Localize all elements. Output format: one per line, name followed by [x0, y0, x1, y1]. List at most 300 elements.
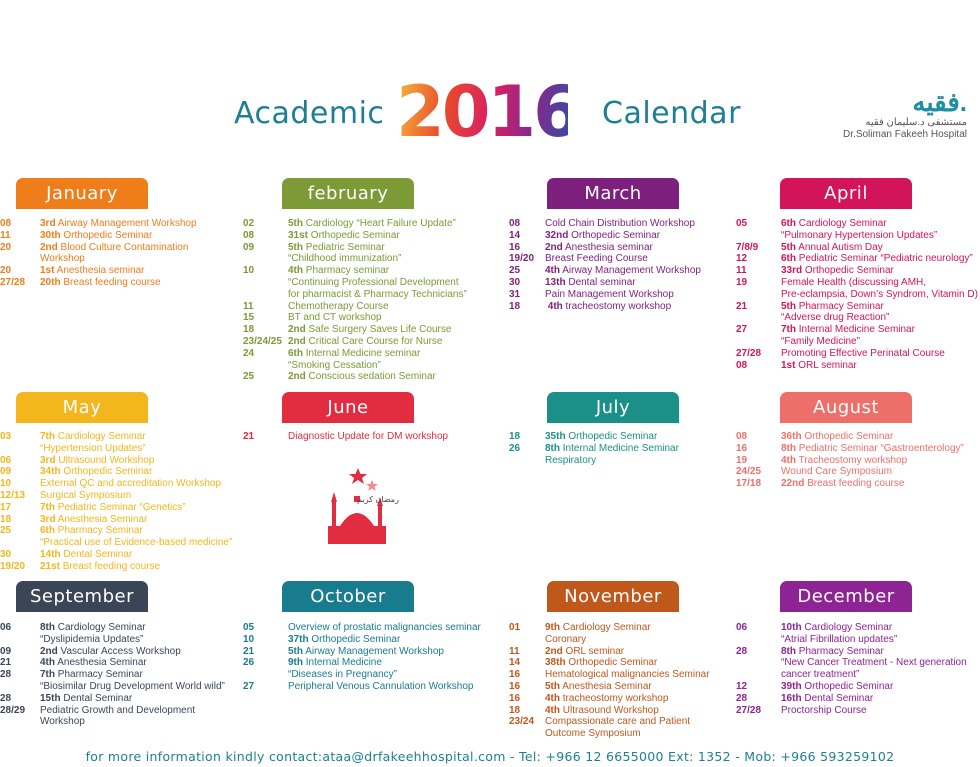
event-text: Pediatric Seminar: [303, 241, 385, 253]
event-date: 27/28: [736, 704, 762, 716]
event-text: Anesthesia seminar: [54, 265, 145, 277]
event-date: 19/20: [0, 560, 26, 572]
event-date: 09: [0, 466, 12, 478]
event-ordinal: 3rd: [40, 218, 56, 229]
event-date: 12: [736, 681, 748, 692]
event-ordinal: 36th: [781, 431, 802, 442]
event-ordinal: 22nd: [781, 478, 805, 490]
event-date: 16: [736, 442, 748, 454]
event-line: [0, 431, 146, 443]
event-line: [509, 301, 671, 313]
event-ordinal: 30th: [40, 229, 61, 241]
event-line: [509, 455, 596, 467]
event-date: 20: [0, 241, 12, 253]
event-line: [736, 443, 964, 455]
event-date: 12: [736, 253, 748, 265]
event-line: [736, 455, 907, 467]
month-tab-april: April: [780, 178, 912, 209]
event-text: Internal Medicine Seminar: [796, 324, 915, 336]
event-text: Cardiology Seminar: [796, 218, 887, 229]
event-date: 06: [0, 622, 12, 633]
event-ordinal: 38th: [545, 657, 566, 669]
event-date: 03: [0, 431, 12, 442]
month-tab-march: March: [547, 178, 679, 209]
event-line: [736, 277, 926, 289]
event-text: Dental Seminar: [801, 692, 874, 704]
event-ordinal: 2nd: [40, 241, 58, 253]
event-text: Female Health (discussing AMH,: [781, 277, 927, 288]
event-line: [243, 242, 385, 254]
event-date: 11: [243, 300, 254, 312]
event-date: 11: [736, 265, 747, 277]
event-ordinal: 2nd: [40, 645, 58, 657]
event-line: [509, 634, 586, 646]
event-ordinal: 4th: [545, 265, 560, 277]
event-text: tracheostomy workshop: [562, 300, 672, 312]
event-date: 25: [243, 371, 255, 383]
event-text: Pharmacy Seminar: [796, 645, 884, 657]
event-ordinal: 6th: [781, 218, 796, 229]
event-date: 10: [0, 478, 12, 490]
event-date: 27/28: [736, 347, 762, 359]
event-text: Breast feeding course: [60, 277, 161, 288]
event-date: 26: [509, 442, 521, 454]
event-date: 12/13: [0, 490, 26, 501]
event-line: [243, 634, 400, 646]
event-text: Airway Management Workshop: [303, 645, 444, 657]
event-text: Anesthesia Seminar: [55, 513, 148, 525]
event-text: Pharmacy Seminar: [796, 300, 884, 312]
event-line: [243, 371, 436, 383]
event-line: [736, 301, 884, 313]
event-ordinal: 10th: [781, 622, 802, 633]
event-line: [509, 728, 641, 740]
event-line: [0, 443, 146, 455]
event-text: ORL seminar: [795, 359, 857, 371]
event-line: [243, 324, 451, 336]
event-line: [0, 634, 143, 646]
event-date: 27: [736, 324, 748, 336]
event-line: [0, 646, 181, 658]
month-tab-may: May: [16, 392, 148, 423]
event-date: 21: [243, 431, 255, 442]
event-text: Annual Autism Day: [796, 241, 883, 253]
event-line: [509, 646, 624, 658]
event-text: Wound Care Symposium: [781, 466, 892, 478]
event-ordinal: 16th: [781, 692, 802, 704]
event-line: [509, 705, 659, 717]
month-tab-february: february: [282, 178, 414, 209]
event-ordinal: 21st: [40, 560, 61, 572]
event-line: [736, 646, 884, 658]
event-text: Cardiology Seminar: [560, 622, 651, 633]
event-line: [509, 265, 701, 277]
event-text: Orthopedic Seminar: [568, 229, 661, 241]
event-ordinal: 39th: [781, 681, 802, 692]
event-text: “New Cancer Treatment - Next generation: [781, 657, 967, 669]
event-ordinal: 5th: [288, 645, 303, 657]
month-tab-october: October: [282, 581, 414, 612]
event-text: Cardiology Seminar: [801, 622, 893, 633]
event-text: Cardiology Seminar: [55, 622, 146, 633]
event-text: “Dyslipidemia Updates”: [40, 633, 144, 645]
event-line: [736, 253, 973, 265]
event-line: [243, 277, 459, 289]
event-text: Orthopedic Seminar: [308, 633, 401, 645]
event-text: Pediatric Seminar “Gastroenterology”: [796, 442, 964, 454]
month-tab-july: July: [547, 392, 679, 423]
event-date: 19: [736, 454, 748, 466]
event-line: [0, 230, 152, 242]
event-line: [736, 693, 873, 705]
event-date: 17/18: [736, 478, 762, 490]
event-line: [736, 289, 978, 301]
event-text: Pediatric Growth and Development: [40, 704, 196, 716]
event-line: [243, 681, 474, 693]
event-ordinal: 4th: [545, 300, 563, 312]
event-line: [243, 336, 443, 348]
title-calendar: Calendar: [602, 96, 741, 131]
event-text: Pharmacy Seminar: [55, 669, 143, 681]
event-date: 21: [0, 657, 12, 669]
event-line: [0, 277, 161, 289]
event-text: Surgical Symposium: [40, 490, 132, 501]
event-date: 7/8/9: [736, 241, 759, 253]
event-ordinal: 5th: [545, 681, 560, 692]
event-date: 19/20: [509, 253, 535, 265]
event-text: “Adverse drug Reaction”: [781, 312, 890, 324]
event-text: “Smoking Cessation”: [288, 359, 381, 371]
event-ordinal: 2nd: [545, 645, 563, 657]
month-tab-june: June: [282, 392, 414, 423]
event-line: [0, 466, 152, 478]
event-ordinal: 31st: [288, 229, 309, 241]
event-date: 16: [509, 669, 521, 681]
logo-arabic-sub: مستشفى د.سليمان فقيه: [865, 117, 967, 128]
event-date: 05: [243, 622, 255, 633]
event-text: “Family Medicine”: [781, 336, 860, 347]
event-text: Pain Management Workshop: [545, 288, 674, 300]
event-date: 10: [243, 265, 255, 277]
event-date: 06: [0, 454, 12, 466]
event-date: 11: [509, 645, 520, 657]
event-text: Blood Culture Contamination: [57, 241, 189, 253]
event-line: [0, 537, 232, 549]
event-date: 23/24/25: [243, 336, 282, 347]
event-line: [0, 218, 197, 230]
event-text: Orthopedic Seminar: [565, 431, 658, 442]
event-date: 14: [509, 229, 521, 241]
event-ordinal: 6th: [781, 253, 796, 265]
ramadan-kareem-text: رمضان كريم: [357, 495, 399, 504]
event-line: [736, 681, 893, 693]
event-ordinal: 1st: [781, 359, 796, 371]
event-ordinal: 8th: [40, 622, 55, 633]
event-line: [736, 360, 857, 372]
event-text: Proctorship Course: [781, 704, 867, 716]
event-date: 27/28: [0, 277, 26, 288]
event-date: 25: [509, 265, 521, 277]
event-ordinal: 4th: [288, 265, 303, 277]
event-line: [243, 253, 401, 265]
event-date: 27: [243, 681, 255, 692]
event-text: “Biosimilar Drug Development World wild”: [40, 681, 225, 692]
event-text: Breast feeding course: [60, 560, 161, 572]
title-academic: Academic: [234, 96, 385, 131]
event-ordinal: 5th: [288, 218, 303, 229]
event-line: [509, 253, 648, 265]
event-text: Airway Management Workshop: [55, 218, 197, 229]
event-ordinal: 6th: [288, 347, 303, 359]
event-line: [509, 218, 695, 230]
event-date: 02: [243, 218, 255, 229]
event-date: 18: [509, 431, 521, 442]
event-text: “Diseases in Pregnancy”: [288, 669, 397, 681]
event-line: [0, 693, 132, 705]
event-ordinal: 7th: [40, 501, 55, 513]
event-ordinal: 33rd: [781, 265, 803, 277]
event-text: Cardiology Seminar: [55, 431, 146, 442]
event-line: [736, 705, 867, 717]
event-text: “Continuing Professional Development: [288, 277, 459, 288]
event-ordinal: 34th: [40, 466, 61, 478]
event-ordinal: 2nd: [545, 241, 563, 253]
event-line: [243, 657, 382, 669]
event-text: Airway Management Workshop: [560, 265, 701, 277]
event-text: Diagnostic Update for DM workshop: [288, 431, 449, 442]
event-text: Conscious sedation Seminar: [305, 371, 436, 383]
event-line: [736, 336, 860, 348]
event-ordinal: 2nd: [288, 371, 306, 383]
event-ordinal: 4th: [781, 454, 796, 466]
event-ordinal: 9th: [288, 657, 303, 669]
event-ordinal: 5th: [781, 241, 796, 253]
event-text: Compassionate care and Patient: [545, 716, 691, 728]
event-text: Coronary: [545, 633, 587, 645]
event-text: “Atrial Fibrillation updates”: [781, 633, 898, 645]
event-date: 15: [243, 312, 255, 324]
event-text: “Childhood immunization”: [288, 253, 402, 265]
event-line: [736, 669, 859, 681]
event-line: [509, 230, 660, 242]
event-line: [509, 277, 636, 289]
event-line: [0, 669, 143, 681]
event-date: 28/29: [0, 704, 26, 716]
event-line: [0, 478, 221, 490]
event-text: cancer treatment”: [781, 669, 860, 681]
event-text: Peripheral Venous Cannulation Workshop: [288, 681, 474, 692]
event-ordinal: 2nd: [288, 336, 306, 347]
event-ordinal: 6th: [40, 525, 55, 537]
event-text: Orthopedic Seminar: [308, 229, 400, 241]
event-date: 28: [736, 692, 748, 704]
event-text: Hematological malignancies Seminar: [545, 669, 710, 681]
event-text: Pediatric Seminar “Genetics”: [55, 501, 186, 513]
event-ordinal: 35th: [545, 431, 566, 442]
event-line: [243, 265, 389, 277]
event-date: 08: [243, 229, 255, 241]
event-date: 18: [0, 513, 12, 525]
event-line: [509, 669, 710, 681]
event-date: 11: [0, 229, 11, 241]
event-date: 30: [0, 549, 12, 560]
event-text: Workshop: [40, 253, 85, 265]
event-ordinal: 37th: [288, 633, 309, 645]
event-text: Breast feeding course: [804, 478, 905, 490]
event-line: [509, 681, 652, 693]
event-line: [0, 265, 145, 277]
event-ordinal: 3rd: [40, 513, 56, 525]
event-text: Ultrasound Workshop: [560, 704, 659, 716]
event-text: Cardiology “Heart Failure Update”: [303, 218, 456, 229]
event-ordinal: 9th: [545, 622, 560, 633]
event-text: “Pulmonary Hypertension Updates”: [781, 229, 938, 241]
event-text: Pediatric Seminar “Pediatric neurology”: [796, 253, 973, 265]
month-tab-september: September: [16, 581, 148, 612]
event-line: [243, 646, 444, 658]
event-text: Dental Seminar: [60, 549, 133, 560]
event-date: 25: [0, 525, 12, 537]
event-text: ORL seminar: [562, 645, 625, 657]
event-line: [0, 716, 85, 728]
event-line: [736, 466, 892, 478]
event-text: Chemotherapy Course: [288, 300, 389, 312]
title-year: 2016: [396, 71, 579, 153]
event-line: [243, 312, 382, 324]
event-line: [243, 360, 381, 372]
event-line: [243, 669, 397, 681]
event-line: [736, 431, 893, 443]
event-ordinal: 1st: [40, 265, 55, 277]
event-date: 16: [509, 241, 521, 253]
event-text: External QC and accreditation Workshop: [40, 478, 222, 490]
event-line: [243, 289, 467, 301]
event-ordinal: 7th: [40, 431, 55, 442]
event-line: [0, 242, 188, 254]
event-date: 08: [0, 218, 12, 229]
event-line: [0, 561, 160, 573]
month-tab-december: December: [780, 581, 912, 612]
event-date: 17: [0, 501, 12, 513]
event-line: [243, 431, 448, 443]
event-ordinal: 8th: [781, 442, 796, 454]
event-text: Orthopedic Seminar: [802, 265, 894, 277]
event-text: Breast Feeding Course: [545, 253, 648, 265]
event-line: [0, 705, 195, 717]
logo-arabic: فقيه.: [912, 87, 967, 117]
month-tab-november: November: [547, 581, 679, 612]
event-line: [736, 478, 904, 490]
event-line: [736, 218, 887, 230]
event-date: 28: [0, 692, 12, 704]
event-text: Vascular Access Workshop: [57, 645, 181, 657]
event-ordinal: 2nd: [288, 324, 306, 336]
hospital-logo: [842, 88, 967, 141]
event-text: Dental Seminar: [60, 692, 133, 704]
event-date: 10: [243, 633, 255, 645]
event-line: [736, 657, 967, 669]
event-text: Tracheostomy workshop: [796, 454, 908, 466]
event-text: Internal Medicine seminar: [303, 347, 421, 359]
event-date: 09: [243, 241, 255, 253]
event-text: BT and CT workshop: [288, 312, 382, 324]
event-text: Cold Chain Distribution Workshop: [545, 218, 695, 229]
event-date: 20: [0, 265, 12, 277]
event-text: tracheostomy workshop: [560, 692, 669, 704]
event-line: [509, 657, 657, 669]
event-date: 19: [736, 277, 748, 288]
event-ordinal: 7th: [781, 324, 796, 336]
event-date: 18: [509, 300, 521, 312]
event-line: [243, 230, 400, 242]
event-ordinal: 5th: [781, 300, 796, 312]
event-text: Ultrasound Workshop: [55, 454, 155, 466]
event-date: 24/25: [736, 466, 762, 478]
star-icon: [349, 468, 378, 491]
event-line: [0, 455, 154, 467]
event-line: [736, 265, 894, 277]
event-line: [736, 324, 915, 336]
event-line: [0, 253, 85, 265]
event-line: [509, 693, 668, 705]
event-text: “Practical use of Evidence-based medicine”: [40, 537, 233, 549]
event-ordinal: 5th: [288, 241, 303, 253]
event-text: Orthopedic Seminar: [801, 681, 894, 692]
event-line: [243, 218, 456, 230]
event-text: Pharmacy Seminar: [55, 525, 143, 537]
event-date: 08: [509, 218, 521, 229]
event-text: Internal Medicine Seminar: [560, 442, 679, 454]
event-line: [0, 502, 186, 514]
event-ordinal: 8th: [545, 442, 560, 454]
event-line: [509, 242, 653, 254]
event-ordinal: 13th: [545, 277, 566, 288]
event-text: Anesthesia Seminar: [55, 657, 147, 669]
event-text: “Hypertension Updates”: [40, 442, 146, 454]
event-date: 05: [736, 218, 748, 229]
event-date: 18: [243, 324, 255, 336]
event-ordinal: 3rd: [40, 454, 56, 466]
event-date: 08: [736, 359, 748, 371]
event-text: Overview of prostatic malignancies seminar: [288, 622, 481, 633]
event-date: 16: [509, 681, 521, 692]
event-date: 28: [736, 645, 748, 657]
event-text: Respiratory: [545, 454, 597, 466]
event-line: [509, 289, 674, 301]
event-text: Dental seminar: [565, 277, 636, 288]
event-text: Anesthesia Seminar: [560, 681, 652, 692]
event-text: Safe Surgery Saves Life Course: [305, 324, 452, 336]
event-text: Orthopedic Seminar: [60, 229, 153, 241]
event-date: 06: [736, 622, 748, 633]
event-line: [243, 348, 420, 360]
event-line: [0, 514, 147, 526]
event-text: Internal Medicine: [303, 657, 382, 669]
event-ordinal: 7th: [40, 669, 55, 681]
event-date: 16: [509, 692, 521, 704]
contact-footer: for more information kindly contact:ataa@drfakeehhospital.com - Tel: +966 12 6655000 Ext: 1352 - Mob: +966 593259102: [85, 749, 895, 764]
event-line: [736, 622, 892, 634]
event-line: [243, 622, 481, 634]
event-date: 21: [243, 645, 255, 657]
event-date: 08: [736, 431, 748, 442]
event-line: [0, 657, 147, 669]
event-date: 28: [0, 669, 12, 681]
event-text: for pharmacist & Pharmacy Technicians”: [288, 288, 467, 300]
event-text: Anesthesia seminar: [562, 241, 653, 253]
event-ordinal: 4th: [545, 704, 560, 716]
event-text: Critical Care Course for Nurse: [305, 336, 443, 347]
